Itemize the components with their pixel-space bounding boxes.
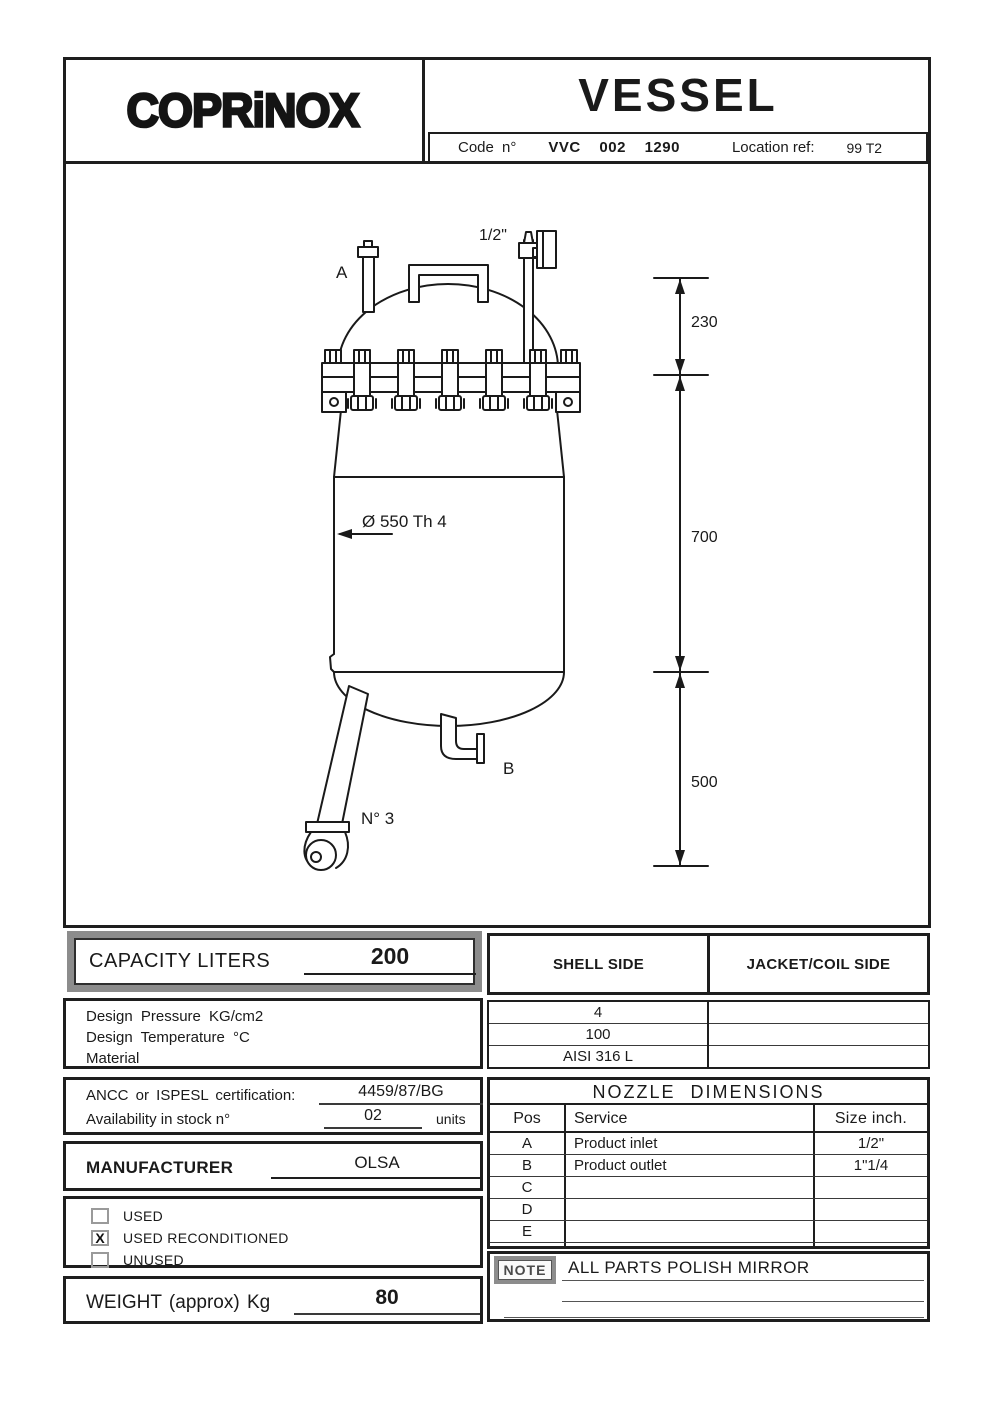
stock-label: Availability in stock n° — [86, 1111, 231, 1128]
note-label-frame — [494, 1256, 556, 1284]
clamp-band — [322, 350, 580, 412]
nozzle-e-service — [566, 1221, 815, 1242]
leg-caster — [304, 686, 368, 870]
code-box — [428, 132, 928, 163]
design-specs-box — [63, 998, 483, 1069]
unused-checkbox — [91, 1252, 109, 1268]
code-value: VVC 002 1290 — [548, 139, 680, 156]
material-label: Material — [86, 1050, 140, 1067]
location-ref-value: 99 T2 — [846, 139, 883, 156]
jacket-coil-side-header: JACKET/COIL SIDE — [746, 955, 891, 973]
nozzle-a-service: Product inlet — [566, 1133, 815, 1154]
nozzle-b-outlet — [441, 714, 484, 763]
pos-column-header: Pos — [490, 1105, 566, 1131]
size-column-header: Size inch. — [834, 1110, 908, 1127]
nozzle-b-service: Product outlet — [566, 1155, 815, 1176]
condition-row-used-reconditioned — [91, 1227, 480, 1248]
nozzle-row-e — [490, 1221, 927, 1243]
nozzle-a-pipe — [358, 241, 378, 312]
note-underline-2 — [562, 1301, 924, 1302]
nozzle-row-b — [490, 1155, 927, 1177]
used-checkbox — [91, 1208, 109, 1224]
used-reconditioned-checkbox: X — [91, 1230, 109, 1246]
condition-row-unused — [91, 1249, 480, 1270]
weight-label: WEIGHT (approx) Kg — [86, 1292, 271, 1313]
nozzle-c-size — [815, 1177, 927, 1198]
logo-cell — [63, 57, 425, 164]
nozzle-table-header-row — [490, 1105, 927, 1133]
used-label: USED — [123, 1207, 164, 1224]
nozzle-c-pos: C — [490, 1177, 566, 1198]
stock-units-label: units — [436, 1111, 466, 1127]
filler-service — [566, 1243, 815, 1246]
nozzle-dimensions-table — [487, 1077, 930, 1249]
weight-value: 80 — [294, 1286, 480, 1315]
condition-row-used — [91, 1205, 480, 1226]
material-jacket-value — [707, 1046, 928, 1066]
side-header-box — [487, 933, 930, 995]
filler-size — [815, 1243, 927, 1246]
code-label: Code n° — [458, 139, 517, 156]
nozzle-d-size — [815, 1199, 927, 1220]
nozzle-e-pos: E — [490, 1221, 566, 1242]
nozzle-a-size: 1/2" — [857, 1135, 885, 1152]
nozzle-table-filler — [490, 1243, 927, 1246]
nozzle-e-size — [815, 1221, 927, 1242]
clamp-stubs — [325, 350, 577, 363]
pressure-jacket-value — [707, 1002, 928, 1023]
note-box — [487, 1251, 930, 1322]
service-column-header: Service — [566, 1105, 815, 1131]
label-nozzle-b: B — [503, 759, 515, 778]
manufacturer-label: MANUFACTURER — [86, 1158, 234, 1177]
document-title: VESSEL — [578, 69, 778, 121]
design-temperature-label: Design Temperature °C — [86, 1029, 250, 1046]
coprinox-logo: COPRiNOX — [126, 83, 359, 137]
label-diameter: Ø 550 Th 4 — [362, 512, 447, 531]
material-shell-value: AISI 316 L — [562, 1048, 634, 1065]
note-label: NOTE — [498, 1260, 552, 1280]
note-text: ALL PARTS POLISH MIRROR — [568, 1258, 810, 1277]
unused-label: UNUSED — [123, 1251, 184, 1268]
dim-230: 230 — [691, 314, 718, 331]
nozzle-b-pos: B — [490, 1155, 566, 1176]
capacity-value: 200 — [304, 943, 476, 975]
nozzle-b-size: 1"1/4 — [853, 1157, 889, 1174]
title-cell — [425, 57, 931, 133]
vessel-drawing — [63, 164, 931, 928]
dim-700: 700 — [691, 529, 718, 546]
label-legs-count: N° 3 — [361, 809, 395, 828]
nozzle-table-title: NOZZLE DIMENSIONS — [490, 1080, 927, 1105]
shell-side-header: SHELL SIDE — [490, 936, 710, 992]
nozzle-a-pos: A — [490, 1133, 566, 1154]
temperature-jacket-value — [707, 1024, 928, 1045]
top-pipe-gauge — [519, 231, 556, 363]
side-values-box — [487, 1000, 930, 1069]
manufacturer-box — [63, 1141, 483, 1191]
capacity-inner — [74, 938, 475, 985]
manufacturer-value: OLSA — [271, 1153, 483, 1179]
capacity-box — [67, 931, 482, 992]
certification-label: ANCC or ISPESL certification: — [86, 1087, 296, 1104]
nozzle-row-a — [490, 1133, 927, 1155]
nozzle-c-service — [566, 1177, 815, 1198]
location-ref-label: Location ref: — [731, 139, 815, 156]
capacity-label: CAPACITY LITERS — [89, 950, 271, 972]
certification-box — [63, 1077, 483, 1135]
used-reconditioned-label: USED RECONDITIONED — [123, 1229, 289, 1246]
nozzle-row-d — [490, 1199, 927, 1221]
pressure-shell-value: 4 — [593, 1004, 603, 1021]
note-underline-1 — [562, 1280, 924, 1281]
weight-box — [63, 1276, 483, 1324]
filler-pos — [490, 1243, 566, 1246]
temperature-shell-value: 100 — [585, 1026, 611, 1043]
note-underline-3 — [504, 1317, 924, 1318]
side-values-divider — [707, 1002, 709, 1067]
stock-value: 02 — [324, 1107, 422, 1129]
nozzle-row-c — [490, 1177, 927, 1199]
condition-box — [63, 1196, 483, 1268]
certification-value: 4459/87/BG — [319, 1083, 483, 1105]
design-pressure-label: Design Pressure KG/cm2 — [86, 1008, 264, 1025]
label-nozzle-a: A — [336, 263, 348, 282]
nozzle-d-service — [566, 1199, 815, 1220]
nozzle-d-pos: D — [490, 1199, 566, 1220]
dim-500: 500 — [691, 774, 718, 791]
label-top-size: 1/2" — [479, 227, 507, 244]
